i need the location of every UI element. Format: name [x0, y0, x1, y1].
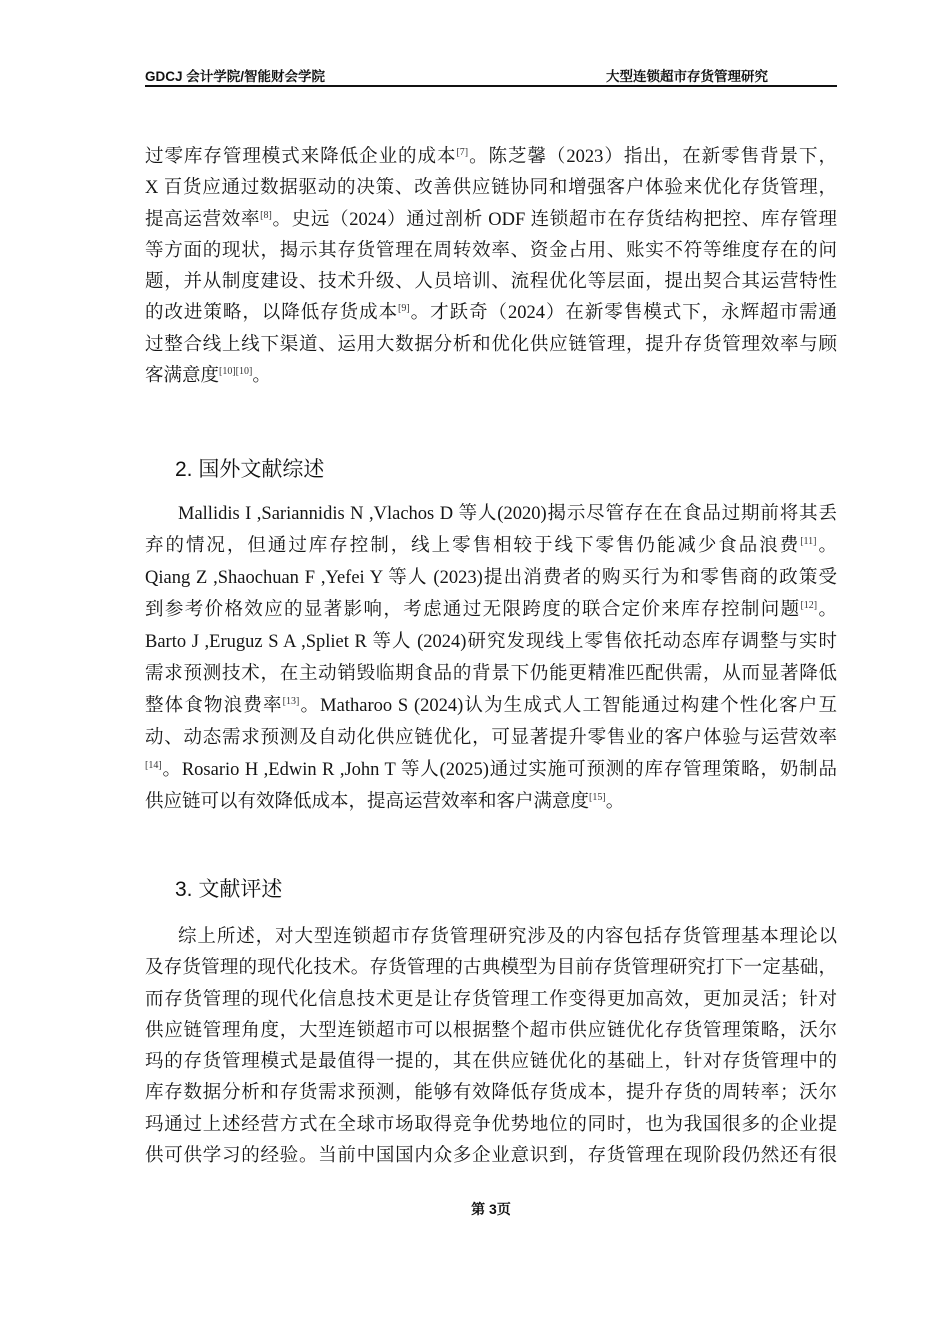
citation-superscript: [15]: [589, 792, 606, 803]
text-run: 。: [816, 536, 837, 556]
header-right-title: 大型连锁超市存货管理研究: [606, 69, 768, 84]
text-run: 。: [605, 792, 625, 812]
text-run: 。陈芝馨（2023）指出，在新零售背景下，: [468, 147, 837, 167]
text-run: 玛通过上述经营方式在全球市场取得竞争优势地位的同时，也为我国很多的企业提: [145, 1114, 837, 1135]
text-run: 库存数据分析和存货需求预测，能够有效降低存货成本，提升存货的周转率；沃尔: [145, 1083, 837, 1104]
text-run: 题，并从制度建设、技术升级、人员培训、流程优化等层面，提出契合其运营特性: [145, 272, 837, 293]
text-line: [145, 236, 837, 267]
text-run: 。史远（2024）通过剖析 ODF 连锁超市在存货结构把控、库存管理: [271, 209, 837, 230]
text-run: 客满意度: [145, 366, 220, 387]
text-run: 及存货管理的现代化技术。存货管理的古典模型为目前存货管理研究打下一定基础，: [145, 958, 837, 979]
section-heading-foreign-literature: 2. 国外文献综述: [175, 458, 325, 481]
text-line: [145, 173, 837, 204]
text-run: 提高运营效率: [145, 209, 261, 230]
text-run: 整体食物浪费率: [145, 696, 283, 716]
text-run: 。Matharoo S (2024)认为生成式人工智能通过构建个性化客户互: [299, 696, 837, 716]
text-run: 。: [817, 600, 837, 620]
text-line: [145, 205, 837, 236]
text-run: 。才跃奇（2024）在新零售模式下，永辉超市需通: [409, 303, 837, 324]
text-line: [145, 1110, 837, 1141]
text-line: [145, 786, 837, 818]
citation-superscript: [12]: [800, 600, 818, 611]
paragraph-domestic-review-continued: [145, 142, 837, 392]
citation-superscript: [10][10]: [219, 366, 253, 378]
text-line: [145, 498, 837, 530]
citation-superscript: [8]: [260, 209, 272, 221]
text-run: 需求预测技术，在主动销毁临期食品的背景下仍能更精准匹配供需，从而显著降低: [145, 664, 837, 684]
text-run: 到参考价格效应的显著影响，考虑通过无限跨度的联合定价来库存控制问题: [145, 600, 801, 620]
text-line: [145, 267, 837, 298]
text-line: [145, 953, 837, 984]
text-line: [145, 690, 837, 722]
text-run: Barto J ,Eruguz S A ,Spliet R 等人 (2024)研究发现线上零售依托动态库存调整与实时: [145, 632, 837, 652]
text-run: 弃的情况，但通过库存控制，线上零售相较于线下零售仍能减少食品浪费: [145, 536, 801, 556]
text-run: Mallidis I ,Sariannidis N ,Vlachos D 等人(2020)揭示尽管存在在食品过期前将其丢: [178, 504, 837, 524]
text-run: 玛的存货管理模式是最值得一提的，其在供应链优化的基础上，针对存货管理中的: [145, 1052, 837, 1073]
text-line: [145, 594, 837, 626]
text-run: 过整合线上线下渠道、运用大数据分析和优化供应链管理，提升存货管理效率与顾: [145, 334, 837, 355]
text-line: [145, 658, 837, 690]
text-run: 动、动态需求预测及自动化供应链优化，可显著提升零售业的客户体验与运营效率: [145, 728, 837, 748]
header-rule: [145, 85, 837, 87]
text-run: X 百货应通过数据驱动的决策、改善供应链协同和增强客户体验来优化存货管理，: [145, 178, 837, 199]
text-line: [145, 754, 837, 786]
citation-superscript: [9]: [398, 303, 410, 315]
text-run: 供可供学习的经验。当前中国国内众多企业意识到，存货管理在现阶段仍然还有很: [145, 1146, 837, 1167]
text-run: 等方面的现状，揭示其存货管理在周转效率、资金占用、账实不符等维度存在的问: [145, 240, 837, 261]
citation-superscript: [14]: [145, 760, 162, 771]
citation-superscript: [13]: [282, 696, 300, 707]
text-line: [145, 626, 837, 658]
text-run: 供应链管理角度，大型连锁超市可以根据整个超市供应链优化存货管理策略，沃尔: [145, 1020, 837, 1041]
header-left-title: GDCJ 会计学院/智能财会学院: [145, 69, 326, 84]
text-run: 。Rosario H ,Edwin R ,John T 等人(2025)通过实施可预测的库存管理策略，奶制品: [161, 760, 837, 780]
text-line: [145, 298, 837, 329]
text-line: [145, 1141, 837, 1172]
text-run: 而存货管理的现代化信息技术更是让存货管理工作变得更加高效，更加灵活；针对: [145, 989, 837, 1010]
text-run: 的改进策略，以降低存货成本: [145, 303, 399, 324]
text-line: [145, 1016, 837, 1047]
text-line: [145, 361, 837, 392]
citation-superscript: [11]: [800, 536, 817, 547]
text-line: [145, 1047, 837, 1078]
citation-superscript: [7]: [456, 147, 469, 158]
text-run: 综上所述，对大型连锁超市存货管理研究涉及的内容包括存货管理基本理论以: [178, 927, 837, 947]
paragraph-literature-evaluation: [145, 922, 837, 1172]
text-line: [145, 142, 837, 173]
text-line: [145, 530, 837, 562]
text-run: Qiang Z ,Shaochuan F ,Yefei Y 等人 (2023)提出消费者的购买行为和零售商的政策受: [145, 568, 837, 588]
text-line: [145, 330, 837, 361]
text-run: 供应链可以有效降低成本，提高运营效率和客户满意度: [145, 792, 590, 812]
text-run: 过零库存管理模式来降低企业的成本: [145, 147, 457, 167]
page-number: 第 3页: [471, 1201, 511, 1217]
text-line: [145, 722, 837, 754]
text-line: [145, 922, 837, 953]
paragraph-foreign-literature-review: [145, 498, 837, 818]
section-heading-literature-evaluation: 3. 文献评述: [175, 878, 283, 901]
text-line: [145, 562, 837, 594]
text-run: 。: [252, 366, 271, 387]
text-line: [145, 1078, 837, 1109]
text-line: [145, 985, 837, 1016]
